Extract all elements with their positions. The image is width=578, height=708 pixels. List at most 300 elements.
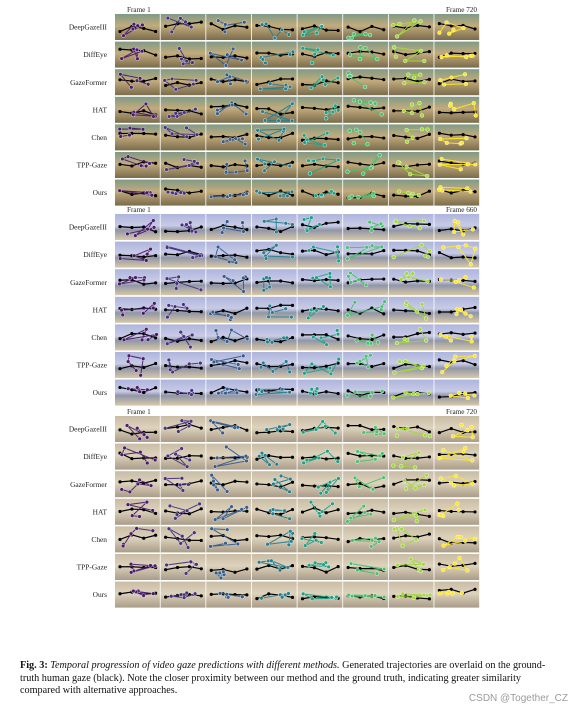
predicted-fixation [444, 335, 448, 339]
predicted-fixation [168, 504, 172, 508]
predicted-fixation [394, 220, 398, 224]
method-label: HAT [92, 305, 107, 315]
ground-truth-fixation [130, 80, 133, 83]
predicted-fixation [221, 140, 225, 144]
predicted-fixation [288, 423, 292, 427]
ground-truth-fixation [347, 227, 350, 230]
predicted-fixation [355, 460, 359, 464]
ground-truth-fixation [210, 281, 213, 284]
predicted-fixation [366, 365, 370, 369]
predicted-fixation [403, 479, 407, 483]
predicted-fixation [288, 164, 292, 168]
ground-truth-fixation [255, 225, 258, 228]
ground-truth-fixation [325, 390, 328, 393]
predicted-fixation [138, 76, 142, 80]
predicted-fixation [424, 339, 428, 343]
ground-truth-fixation [291, 564, 294, 567]
predicted-fixation [141, 127, 145, 131]
ground-truth-fixation [358, 337, 361, 340]
ground-truth-fixation [200, 427, 203, 430]
predicted-fixation [185, 135, 189, 139]
predicted-fixation [414, 537, 418, 541]
predicted-fixation [314, 538, 318, 542]
ground-truth-fixation [301, 223, 304, 226]
predicted-fixation [182, 335, 186, 339]
predicted-fixation [216, 245, 220, 249]
predicted-fixation [167, 304, 171, 308]
predicted-fixation [469, 335, 473, 339]
predicted-fixation [362, 504, 366, 508]
predicted-fixation [380, 452, 384, 456]
predicted-fixation [327, 565, 331, 569]
predicted-fixation [141, 311, 145, 315]
predicted-fixation [187, 424, 191, 428]
ground-truth-fixation [392, 308, 395, 311]
ground-truth-fixation [245, 56, 248, 59]
predicted-fixation [166, 315, 170, 319]
predicted-fixation [138, 515, 142, 519]
predicted-fixation [173, 305, 177, 309]
ground-truth-fixation [347, 161, 350, 164]
ground-truth-fixation [462, 510, 465, 513]
predicted-fixation [287, 33, 291, 37]
ground-truth-fixation [154, 30, 157, 33]
ground-truth-fixation [325, 278, 328, 281]
predicted-fixation [266, 340, 270, 344]
predicted-fixation [265, 428, 269, 432]
ground-truth-fixation [473, 27, 476, 30]
predicted-fixation [382, 476, 386, 480]
ground-truth-fixation [200, 539, 203, 542]
ground-truth-fixation [222, 165, 225, 168]
predicted-fixation [208, 51, 212, 55]
ground-truth-fixation [255, 107, 258, 110]
predicted-fixation [146, 82, 150, 86]
method-row [93, 582, 480, 608]
predicted-fixation [407, 275, 411, 279]
predicted-fixation [410, 194, 414, 198]
predicted-fixation [380, 113, 384, 117]
predicted-fixation [392, 518, 396, 522]
predicted-fixation [166, 16, 170, 20]
predicted-fixation [373, 457, 377, 461]
method-label: Ours [92, 590, 107, 600]
panel-start-frame-label: Frame 1 [127, 408, 151, 416]
ground-truth-fixation [337, 29, 340, 32]
predicted-fixation [145, 500, 149, 504]
predicted-fixation [453, 219, 457, 223]
ground-truth-fixation [142, 366, 145, 369]
ground-truth-fixation [358, 227, 361, 230]
ground-truth-fixation [392, 278, 395, 281]
method-row [69, 214, 479, 240]
predicted-fixation [122, 34, 126, 38]
predicted-fixation [318, 222, 322, 226]
predicted-fixation [273, 478, 277, 482]
ground-truth-fixation [176, 135, 179, 138]
predicted-fixation [149, 484, 153, 488]
predicted-fixation [151, 306, 155, 310]
predicted-fixation [428, 249, 432, 253]
predicted-fixation [399, 278, 403, 282]
predicted-fixation [179, 16, 183, 20]
ground-truth-fixation [245, 429, 248, 432]
predicted-fixation [225, 592, 229, 596]
predicted-fixation [461, 233, 465, 237]
ground-truth-fixation [438, 251, 441, 254]
ground-truth-fixation [404, 280, 407, 283]
ground-truth-fixation [428, 479, 431, 482]
ground-truth-fixation [325, 29, 328, 32]
ground-truth-fixation [210, 164, 213, 167]
predicted-fixation [366, 142, 370, 146]
predicted-fixation [464, 55, 468, 59]
predicted-fixation [187, 362, 191, 366]
ground-truth-fixation [164, 282, 167, 285]
ground-truth-fixation [118, 565, 121, 568]
predicted-fixation [280, 595, 284, 599]
ground-truth-fixation [404, 135, 407, 138]
ground-truth-fixation [164, 509, 167, 512]
ground-truth-fixation [438, 562, 441, 565]
ground-truth-fixation [200, 57, 203, 60]
ground-truth-fixation [210, 105, 213, 108]
predicted-fixation [264, 22, 268, 26]
predicted-fixation [396, 595, 400, 599]
predicted-fixation [311, 276, 315, 280]
ground-truth-fixation [392, 454, 395, 457]
method-row [77, 554, 480, 580]
predicted-fixation [438, 137, 442, 141]
predicted-fixation [469, 262, 473, 266]
predicted-fixation [307, 159, 311, 163]
predicted-fixation [301, 46, 305, 50]
ground-truth-fixation [382, 277, 385, 280]
ground-truth-fixation [337, 338, 340, 341]
predicted-fixation [314, 194, 318, 198]
ground-truth-fixation [337, 309, 340, 312]
predicted-fixation [319, 541, 323, 545]
method-label: Ours [92, 388, 107, 398]
predicted-fixation [120, 308, 124, 312]
predicted-fixation [136, 24, 140, 28]
ground-truth-fixation [154, 254, 157, 257]
predicted-fixation [212, 479, 216, 483]
predicted-fixation [138, 437, 142, 441]
predicted-fixation [128, 490, 132, 494]
predicted-fixation [466, 569, 470, 573]
ground-truth-fixation [188, 512, 191, 515]
predicted-fixation [287, 592, 291, 596]
ground-truth-fixation [358, 135, 361, 138]
ground-truth-fixation [130, 507, 133, 510]
ground-truth-fixation [222, 386, 225, 389]
predicted-fixation [129, 562, 133, 566]
ground-truth-fixation [164, 390, 167, 393]
predicted-fixation [328, 275, 332, 279]
ground-truth-fixation [337, 193, 340, 196]
predicted-fixation [170, 30, 174, 34]
predicted-fixation [191, 82, 195, 86]
ground-truth-fixation [438, 132, 441, 135]
ground-truth-fixation [347, 540, 350, 543]
predicted-fixation [307, 249, 311, 253]
method-row [77, 352, 480, 378]
ground-truth-fixation [255, 51, 258, 54]
predicted-fixation [129, 570, 133, 574]
ground-truth-fixation [118, 225, 121, 228]
predicted-fixation [216, 112, 220, 116]
predicted-fixation [135, 48, 139, 52]
ground-truth-fixation [164, 162, 167, 165]
predicted-fixation [224, 170, 228, 174]
predicted-fixation [273, 36, 277, 40]
ground-truth-fixation [164, 568, 167, 571]
frame-thumbnail [434, 97, 479, 123]
predicted-fixation [309, 391, 313, 395]
ground-truth-fixation [200, 132, 203, 135]
ground-truth-fixation [462, 333, 465, 336]
frame-thumbnail [161, 214, 206, 240]
predicted-fixation [405, 140, 409, 144]
predicted-fixation [315, 276, 319, 280]
frame-thumbnail [206, 214, 251, 240]
predicted-fixation [398, 360, 402, 364]
predicted-fixation [163, 126, 167, 130]
predicted-fixation [370, 391, 374, 395]
ground-truth-fixation [233, 571, 236, 574]
predicted-fixation [310, 216, 314, 220]
predicted-fixation [236, 542, 240, 546]
predicted-fixation [459, 167, 463, 171]
ground-truth-fixation [233, 78, 236, 81]
predicted-fixation [371, 191, 375, 195]
predicted-fixation [128, 126, 132, 130]
predicted-fixation [439, 185, 443, 189]
predicted-fixation [358, 100, 362, 104]
predicted-fixation [235, 391, 239, 395]
ground-truth-fixation [255, 24, 258, 27]
ground-truth-fixation [154, 53, 157, 56]
frame-thumbnail [206, 554, 251, 580]
predicted-fixation [414, 514, 418, 518]
predicted-fixation [420, 114, 424, 118]
ground-truth-fixation [176, 566, 179, 569]
predicted-fixation [122, 338, 126, 342]
ground-truth-fixation [370, 252, 373, 255]
ground-truth-fixation [188, 310, 191, 313]
ground-truth-fixation [130, 193, 133, 196]
ground-truth-fixation [392, 536, 395, 539]
ground-truth-fixation [233, 359, 236, 362]
predicted-fixation [353, 300, 357, 304]
predicted-fixation [242, 290, 246, 294]
predicted-fixation [322, 563, 326, 567]
predicted-fixation [395, 341, 399, 345]
predicted-fixation [315, 31, 319, 35]
predicted-fixation [120, 157, 124, 161]
predicted-fixation [331, 53, 335, 57]
predicted-fixation [365, 245, 369, 249]
ground-truth-fixation [210, 428, 213, 431]
predicted-fixation [174, 111, 178, 115]
predicted-fixation [473, 354, 477, 358]
predicted-fixation [346, 314, 350, 318]
predicted-fixation [317, 456, 321, 460]
predicted-fixation [165, 342, 169, 346]
predicted-fixation [194, 230, 198, 234]
predicted-fixation [470, 425, 474, 429]
ground-truth-fixation [267, 483, 270, 486]
predicted-fixation [257, 560, 261, 564]
frame-thumbnail [298, 97, 343, 123]
predicted-fixation [419, 49, 423, 53]
ground-truth-fixation [428, 190, 431, 193]
method-label: DeepGazeIII [68, 222, 107, 232]
ground-truth-fixation [154, 431, 157, 434]
predicted-fixation [445, 53, 449, 57]
predicted-fixation [312, 245, 316, 249]
ground-truth-fixation [255, 338, 258, 341]
predicted-fixation [464, 82, 468, 86]
ground-truth-fixation [291, 161, 294, 164]
predicted-fixation [451, 434, 455, 438]
predicted-fixation [300, 537, 304, 541]
predicted-fixation [274, 243, 278, 247]
predicted-fixation [222, 226, 226, 230]
ground-truth-fixation [382, 511, 385, 514]
predicted-fixation [230, 505, 234, 509]
predicted-fixation [395, 35, 399, 39]
predicted-fixation [349, 280, 353, 284]
ground-truth-fixation [473, 363, 476, 366]
predicted-fixation [190, 393, 194, 397]
ground-truth-fixation [370, 428, 373, 431]
predicted-fixation [380, 245, 384, 249]
ground-truth-fixation [428, 223, 431, 226]
ground-truth-fixation [118, 110, 121, 113]
method-label: HAT [92, 507, 107, 517]
predicted-fixation [225, 162, 229, 166]
predicted-fixation [218, 571, 222, 575]
predicted-fixation [320, 24, 324, 28]
method-label: DeepGazeIII [68, 22, 107, 32]
ground-truth-fixation [245, 26, 248, 29]
predicted-fixation [472, 286, 476, 290]
method-row [77, 152, 480, 178]
predicted-fixation [452, 483, 456, 487]
ground-truth-fixation [337, 456, 340, 459]
ground-truth-fixation [255, 508, 258, 511]
ground-truth-fixation [279, 456, 282, 459]
predicted-fixation [165, 277, 169, 281]
predicted-fixation [375, 57, 379, 61]
predicted-fixation [346, 170, 350, 174]
ground-truth-fixation [176, 365, 179, 368]
predicted-fixation [260, 23, 264, 27]
ground-truth-fixation [245, 510, 248, 513]
predicted-fixation [471, 227, 475, 231]
method-label: GazeFormer [70, 77, 107, 87]
ground-truth-fixation [301, 597, 304, 600]
predicted-fixation [118, 127, 122, 131]
ground-truth-fixation [325, 571, 328, 574]
predicted-fixation [403, 359, 407, 363]
predicted-fixation [187, 483, 191, 487]
predicted-fixation [348, 129, 352, 133]
predicted-fixation [118, 257, 122, 261]
predicted-fixation [217, 391, 221, 395]
predicted-fixation [428, 593, 432, 597]
ground-truth-fixation [416, 110, 419, 113]
predicted-fixation [128, 133, 132, 137]
predicted-fixation [415, 310, 419, 314]
predicted-fixation [422, 483, 426, 487]
predicted-fixation [150, 193, 154, 197]
ground-truth-fixation [428, 515, 431, 518]
predicted-fixation [441, 568, 445, 572]
frame-thumbnail [343, 97, 388, 123]
predicted-fixation [374, 536, 378, 540]
predicted-fixation [129, 532, 133, 536]
ground-truth-fixation [142, 109, 145, 112]
watermark: CSDN @Together_CZ [468, 693, 568, 704]
ground-truth-fixation [200, 479, 203, 482]
ground-truth-fixation [325, 536, 328, 539]
frame-thumbnail [252, 97, 297, 123]
predicted-fixation [173, 516, 177, 520]
frame-thumbnail [252, 499, 297, 525]
ground-truth-fixation [428, 331, 431, 334]
ground-truth-fixation [210, 340, 213, 343]
frame-thumbnail [115, 380, 160, 406]
predicted-fixation [280, 387, 284, 391]
ground-truth-fixation [301, 190, 304, 193]
predicted-fixation [395, 427, 399, 431]
ground-truth-fixation [291, 77, 294, 80]
ground-truth-fixation [382, 78, 385, 81]
predicted-fixation [170, 132, 174, 136]
predicted-fixation [271, 369, 275, 373]
frame-thumbnail [115, 352, 160, 378]
predicted-fixation [408, 224, 412, 228]
predicted-fixation [309, 308, 313, 312]
ground-truth-fixation [416, 425, 419, 428]
ground-truth-fixation [301, 456, 304, 459]
ground-truth-fixation [245, 390, 248, 393]
predicted-fixation [141, 357, 145, 361]
ground-truth-fixation [382, 333, 385, 336]
predicted-fixation [185, 223, 189, 227]
ground-truth-fixation [245, 228, 248, 231]
caption-title: Temporal progression of video gaze predictions with different methods. [50, 660, 340, 671]
predicted-fixation [138, 478, 142, 482]
method-row [69, 416, 479, 442]
predicted-fixation [278, 425, 282, 429]
predicted-fixation [179, 191, 183, 195]
predicted-fixation [140, 338, 144, 342]
predicted-fixation [383, 300, 387, 304]
predicted-fixation [471, 459, 475, 463]
predicted-fixation [364, 283, 368, 287]
predicted-fixation [330, 596, 334, 600]
predicted-fixation [393, 371, 397, 375]
ground-truth-fixation [473, 430, 476, 433]
predicted-fixation [224, 445, 228, 449]
predicted-fixation [214, 255, 218, 259]
predicted-fixation [261, 57, 265, 61]
ground-truth-fixation [438, 358, 441, 361]
